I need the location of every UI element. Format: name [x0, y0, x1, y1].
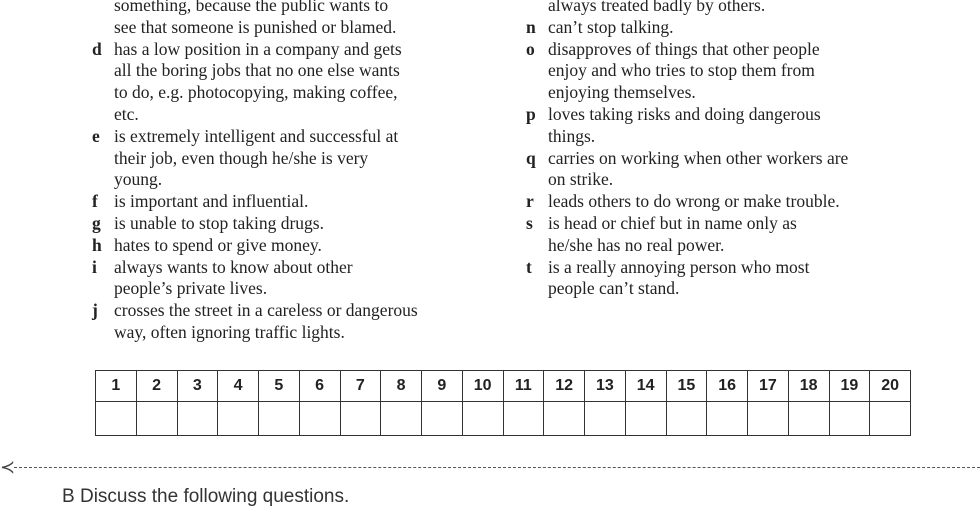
- item-line: enjoying themselves.: [548, 82, 696, 103]
- answer-number: 8: [381, 371, 422, 402]
- definition-item-d: [92, 39, 492, 126]
- item-letter: t: [526, 256, 532, 277]
- item-line: has a low position in a company and gets: [114, 38, 402, 59]
- item-line: way, often ignoring traffic lights.: [114, 321, 345, 342]
- item-line: young.: [114, 169, 163, 190]
- item-line: their job, even though he/she is very: [114, 147, 369, 168]
- answer-cell[interactable]: [136, 402, 177, 436]
- answer-number: 18: [788, 371, 829, 402]
- item-line: to do, e.g. photocopying, making coffee,: [114, 82, 398, 103]
- section-instruction: Discuss the following questions.: [79, 486, 350, 507]
- item-line: things.: [548, 125, 596, 146]
- answer-number: 16: [707, 371, 748, 402]
- answer-number: 12: [544, 371, 585, 402]
- answer-cell[interactable]: [462, 402, 503, 436]
- definition-item-r: [526, 191, 946, 213]
- item-line: is unable to stop taking drugs.: [114, 212, 324, 233]
- answer-blank-row: [96, 402, 911, 436]
- item-line: disapproves of things that other people: [548, 38, 820, 59]
- item-line: people can’t stand.: [548, 278, 680, 299]
- answer-number: 11: [503, 371, 544, 402]
- answer-cell[interactable]: [299, 402, 340, 436]
- continuation-line: something, because the public wants to: [114, 0, 389, 15]
- answer-cell[interactable]: [177, 402, 218, 436]
- continuation-line: see that someone is punished or blamed.: [114, 16, 397, 37]
- answer-number: 15: [666, 371, 707, 402]
- item-line: hates to spend or give money.: [114, 234, 322, 255]
- answer-cell[interactable]: [422, 402, 463, 436]
- item-letter: j: [92, 300, 98, 321]
- cut-line: [0, 457, 980, 478]
- answer-cell[interactable]: [544, 402, 585, 436]
- item-letter: s: [526, 212, 533, 233]
- item-letter: e: [92, 125, 100, 146]
- item-line: on strike.: [548, 169, 614, 190]
- answer-number: 19: [829, 371, 870, 402]
- item-line: is a really annoying person who most: [548, 256, 810, 277]
- definition-item-h: [92, 235, 492, 257]
- item-letter: d: [92, 38, 102, 59]
- item-line: leads others to do wrong or make trouble.: [548, 191, 840, 212]
- left-column: [92, 0, 492, 344]
- item-letter: p: [526, 103, 536, 124]
- continuation-line: always treated badly by others.: [548, 0, 766, 15]
- section-b-heading: [62, 486, 349, 508]
- answer-cell[interactable]: [96, 402, 137, 436]
- item-letter: o: [526, 38, 535, 59]
- answer-cell[interactable]: [788, 402, 829, 436]
- definition-item-g: [92, 213, 492, 235]
- answer-number: 13: [585, 371, 626, 402]
- answer-cell[interactable]: [666, 402, 707, 436]
- item-line: people’s private lives.: [114, 278, 268, 299]
- scissors-arrow-icon: ≺: [0, 457, 16, 478]
- answer-cell[interactable]: [870, 402, 911, 436]
- item-line: he/she has no real power.: [548, 234, 725, 255]
- item-letter: h: [92, 234, 102, 255]
- section-letter: B: [62, 486, 75, 507]
- answer-number: 20: [870, 371, 911, 402]
- answer-number: 7: [340, 371, 381, 402]
- item-line: carries on working when other workers are: [548, 147, 849, 168]
- answer-cell[interactable]: [381, 402, 422, 436]
- answer-cell[interactable]: [625, 402, 666, 436]
- dashed-divider: [14, 467, 980, 468]
- answer-number: 6: [299, 371, 340, 402]
- answer-number-row: [96, 371, 911, 402]
- definition-item-j: [92, 300, 492, 344]
- answer-cell[interactable]: [585, 402, 626, 436]
- item-line: crosses the street in a careless or dangerous: [114, 300, 418, 321]
- definition-item-o: [526, 39, 946, 104]
- answer-number: 9: [422, 371, 463, 402]
- definition-item-f: [92, 191, 492, 213]
- definition-item-t: [526, 257, 946, 301]
- answer-cell[interactable]: [707, 402, 748, 436]
- item-line: enjoy and who tries to stop them from: [548, 60, 815, 81]
- answer-cell[interactable]: [218, 402, 259, 436]
- answer-grid: [95, 370, 911, 436]
- item-letter: i: [92, 256, 97, 277]
- definition-item-p: [526, 104, 946, 148]
- item-line: loves taking risks and doing dangerous: [548, 103, 821, 124]
- definition-item-e: [92, 126, 492, 191]
- answer-number: 10: [462, 371, 503, 402]
- answer-cell[interactable]: [748, 402, 789, 436]
- item-letter: f: [92, 191, 98, 212]
- item-line: is extremely intelligent and successful at: [114, 125, 399, 146]
- answer-number: 2: [136, 371, 177, 402]
- item-letter: q: [526, 147, 536, 168]
- item-letter: n: [526, 16, 536, 37]
- answer-cell[interactable]: [340, 402, 381, 436]
- answer-number: 14: [625, 371, 666, 402]
- answer-number: 4: [218, 371, 259, 402]
- answer-cell[interactable]: [829, 402, 870, 436]
- item-letter: r: [526, 191, 534, 212]
- answer-number: 3: [177, 371, 218, 402]
- item-line: can’t stop talking.: [548, 16, 674, 37]
- item-line: is important and influential.: [114, 191, 309, 212]
- item-line: is head or chief but in name only as: [548, 212, 797, 233]
- item-letter: g: [92, 212, 101, 233]
- answer-number: 1: [96, 371, 137, 402]
- right-column: [526, 0, 946, 300]
- answer-number: 17: [748, 371, 789, 402]
- definition-item-i: [92, 257, 492, 301]
- item-line: etc.: [114, 103, 139, 124]
- definition-item-n: [526, 17, 946, 39]
- definition-item-q: [526, 148, 946, 192]
- answer-number: 5: [259, 371, 300, 402]
- definition-item-s: [526, 213, 946, 257]
- answer-cell[interactable]: [503, 402, 544, 436]
- item-line: all the boring jobs that no one else wants: [114, 60, 400, 81]
- answer-cell[interactable]: [259, 402, 300, 436]
- item-line: always wants to know about other: [114, 256, 353, 277]
